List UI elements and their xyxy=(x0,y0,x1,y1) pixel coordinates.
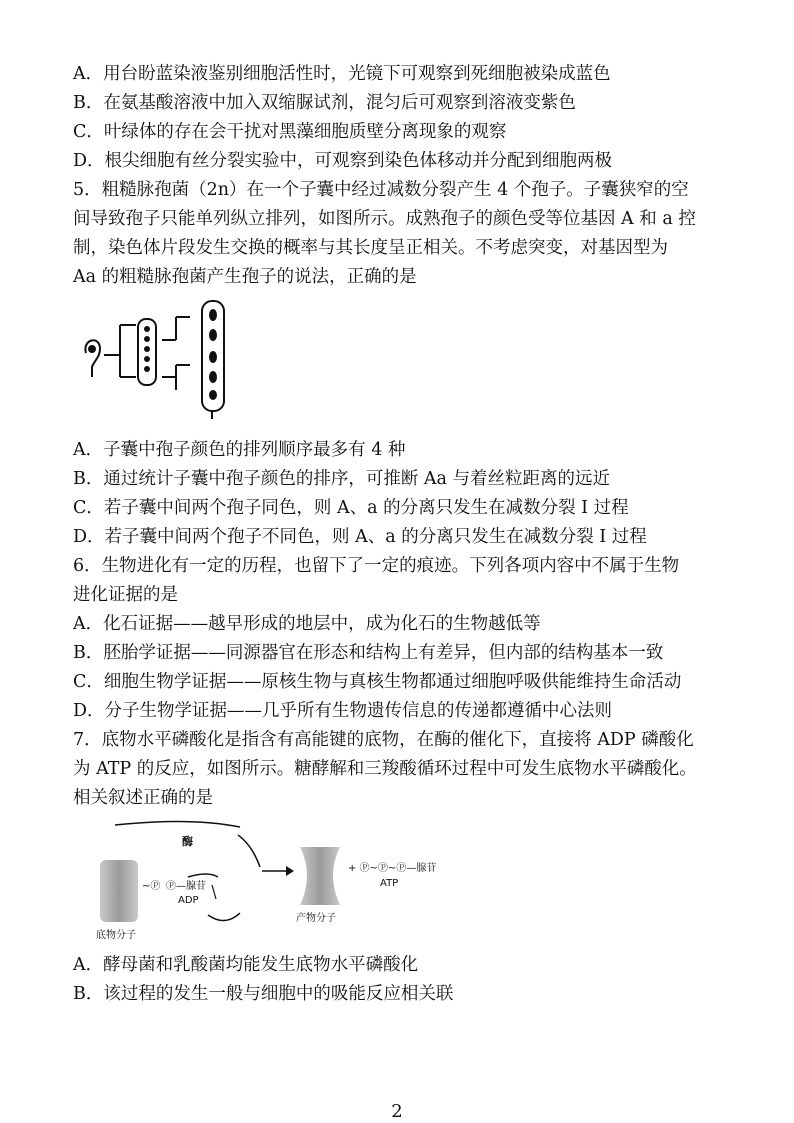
q6-option-c: C．细胞生物学证据——原核生物与真核生物都通过细胞呼吸供能维持生命活动 xyxy=(73,672,682,692)
page-number: 2 xyxy=(391,1101,403,1122)
p-group: ~Ⓟ xyxy=(142,881,161,892)
q5-stem-line-1: 5．粗糙脉孢菌（2n）在一个子囊中经过减数分裂产生 4 个孢子。子囊狭窄的空 xyxy=(73,180,689,200)
q7-stem-line-2: 为 ATP 的反应，如图所示。糖酵解和三羧酸循环过程中可发生底物水平磷酸化。 xyxy=(73,759,697,779)
q6-option-a: A．化石证据——越早形成的地层中，成为化石的生物越低等 xyxy=(73,614,541,634)
q4-option-d: D．根尖细胞有丝分裂实验中，可观察到染色体移动并分配到细胞两极 xyxy=(73,151,613,171)
q5-stem-line-3: 制，染色体片段发生交换的概率与其长度呈正相关。不考虑突变，对基因型为 xyxy=(73,238,668,258)
q6-stem-line-2: 进化证据的是 xyxy=(73,585,178,605)
q5-stem-line-4: Aa 的粗糙脉孢菌产生孢子的说法，正确的是 xyxy=(73,267,417,287)
atp-formula: + Ⓟ~Ⓟ~Ⓟ—腺苷 xyxy=(348,863,437,874)
enzyme-label: 酶 xyxy=(182,835,193,848)
ascus-diagram xyxy=(72,295,242,420)
q4-option-b: B．在氨基酸溶液中加入双缩脲试剂，混匀后可观察到溶液变紫色 xyxy=(73,93,576,113)
product-molecule xyxy=(300,847,340,905)
atp-label: ATP xyxy=(380,878,399,889)
q6-option-d: D．分子生物学证据——几乎所有生物遗传信息的传递都遵循中心法则 xyxy=(73,701,613,721)
substrate-molecule xyxy=(100,860,138,922)
q5-option-a: A．子囊中孢子颜色的排列顺序最多有 4 种 xyxy=(73,440,406,460)
product-label: 产物分子 xyxy=(296,913,336,924)
adp-formula: Ⓟ—腺苷 xyxy=(166,881,206,892)
q7-stem-line-1: 7．底物水平磷酸化是指含有高能键的底物，在酶的催化下，直接将 ADP 磷酸化 xyxy=(73,730,694,750)
q4-option-a: A．用台盼蓝染液鉴别细胞活性时，光镜下可观察到死细胞被染成蓝色 xyxy=(73,64,611,84)
adp-label: ADP xyxy=(178,895,199,906)
q7-stem-line-3: 相关叙述正确的是 xyxy=(73,788,213,808)
q5-option-b: B．通过统计子囊中孢子颜色的排序，可推断 Aa 与着丝粒距离的远近 xyxy=(73,469,611,489)
q5-option-d: D．若子囊中间两个孢子不同色，则 A、a 的分离只发生在减数分裂 I 过程 xyxy=(73,527,647,547)
phosphorylation-diagram xyxy=(90,815,450,945)
q7-option-a: A．酵母菌和乳酸菌均能发生底物水平磷酸化 xyxy=(73,955,419,975)
q6-stem-line-1: 6．生物进化有一定的历程，也留下了一定的痕迹。下列各项内容中不属于生物 xyxy=(73,556,680,576)
q6-option-b: B．胚胎学证据——同源器官在形态和结构上有差异，但内部的结构基本一致 xyxy=(73,643,664,663)
substrate-label: 底物分子 xyxy=(96,930,136,941)
q7-option-b: B．该过程的发生一般与细胞中的吸能反应相关联 xyxy=(73,984,454,1004)
q4-option-c: C．叶绿体的存在会干扰对黑藻细胞质壁分离现象的观察 xyxy=(73,122,507,142)
q5-stem-line-2: 间导致孢子只能单列纵立排列，如图所示。成熟孢子的颜色受等位基因 A 和 a 控 xyxy=(73,209,696,229)
q5-option-c: C．若子囊中间两个孢子同色，则 A、a 的分离只发生在减数分裂 I 过程 xyxy=(73,498,629,518)
